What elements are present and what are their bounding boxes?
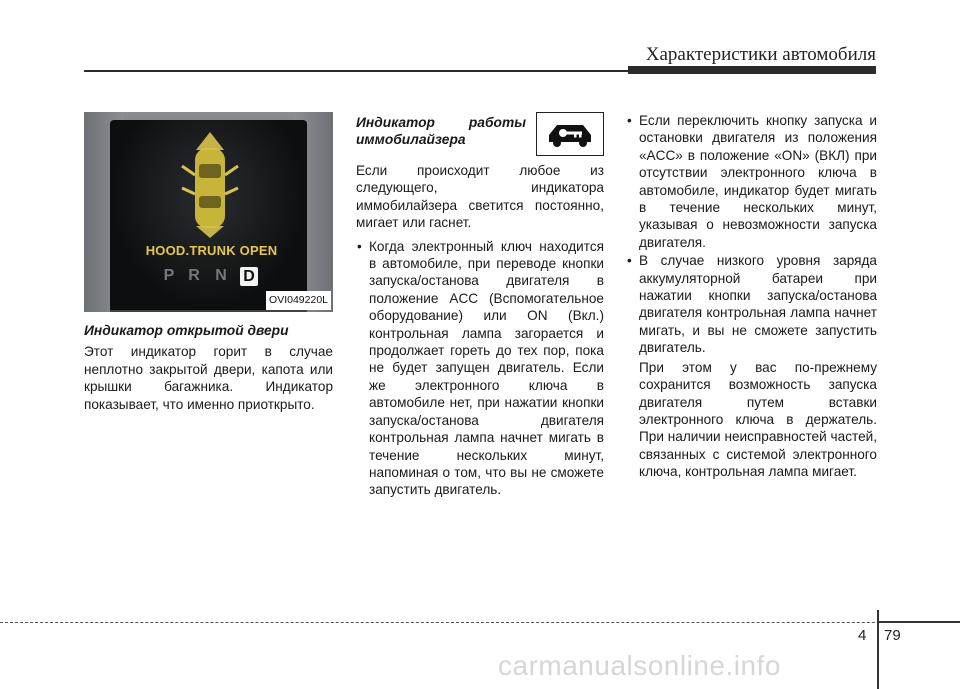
bullet-text: В случае низкого уровня заряда аккумуляторной батареи при нажатии кнопки запуска/останова двигателя контрольная лампа начнет мигать, и вы не сможете запустить двигатель. — [639, 253, 877, 356]
immobilizer-car-key-icon — [536, 112, 604, 156]
chapter-number: 4 — [858, 627, 867, 644]
continuation-text: При этом у вас по-прежнему сохранится возможность запуска двигателя путем вставки электронного ключа в держатель. При наличии неисправностей частей, связанных с системой электронного ключа, контрольная лампа мигает. — [639, 359, 877, 480]
door-indicator-text: Этот индикатор горит в случае неплотно закрытой двери, капота или крышки багажника. Индикатор показывает, что именно приоткрыто. — [84, 344, 333, 412]
header-rule-accent — [628, 66, 876, 74]
footer-divider — [877, 610, 879, 689]
bullet-dot: • — [627, 113, 632, 128]
page-header-title: Характеристики автомобиля — [645, 44, 876, 65]
gear-r: R — [188, 267, 200, 284]
gear-indicator — [160, 267, 270, 287]
bullet-dot: • — [627, 253, 632, 269]
open-car-icon — [180, 130, 240, 238]
bullet-dot: • — [357, 238, 362, 254]
list-item — [356, 238, 604, 499]
list-item — [626, 252, 877, 356]
hood-trunk-open-text: HOOD.TRUNK OPEN — [145, 243, 278, 258]
column-2 — [356, 112, 604, 500]
bullet-text: Если переключить кнопку запуска и остановки двигателя из положения «ACC» в положение «ON» (ВКЛ) при отсутствии электронного ключа в автомобиле, индикатор будет мигать в течение нескольких минут, указывая о невозможности запуска двигателя. — [639, 113, 877, 250]
gear-p: P — [163, 267, 175, 284]
footer-rule-accent — [878, 621, 960, 623]
column-1 — [84, 112, 333, 413]
immobilizer-intro-text: Если происходит любое из следующего, индикатора иммобилайзера светится постоянно, мигает или гаснет. — [356, 163, 604, 231]
bullet-text: Когда электронный ключ находится в автомобиле, при переводе кнопки запуска/останова двигателя в положение ACC (Вспомогательное оборудование) или ON (Вкл.) контрольная лампа загорается и продолжает гореть до тех пор, пока не будет запущен двигатель. Если же электронного ключа в автомобиле нет, при нажатии кнопки запуска/останова двигателя контрольная лампа начнет мигать в течение нескольких минут, напоминая о том, что вы не сможете запустить двигатель. — [369, 238, 604, 498]
figure-code: OVI049220L — [266, 291, 331, 310]
watermark-text: carmanualsonline.info — [498, 650, 781, 681]
footer-rule — [0, 622, 960, 623]
list-item — [626, 112, 877, 251]
column-3 — [626, 112, 877, 481]
door-indicator-caption: Индикатор открытой двери — [84, 323, 289, 338]
cluster-display-figure — [84, 112, 333, 312]
gear-d-active: D — [240, 267, 258, 286]
immobilizer-heading-block — [356, 112, 604, 162]
start-button-bullet-list — [626, 112, 877, 357]
immobilizer-caption: Индикатор работы иммобилайзера — [356, 115, 526, 147]
header-rule — [84, 70, 630, 72]
page-number: 79 — [884, 627, 901, 644]
immobilizer-bullet-list — [356, 238, 604, 499]
gear-n: N — [215, 267, 227, 284]
